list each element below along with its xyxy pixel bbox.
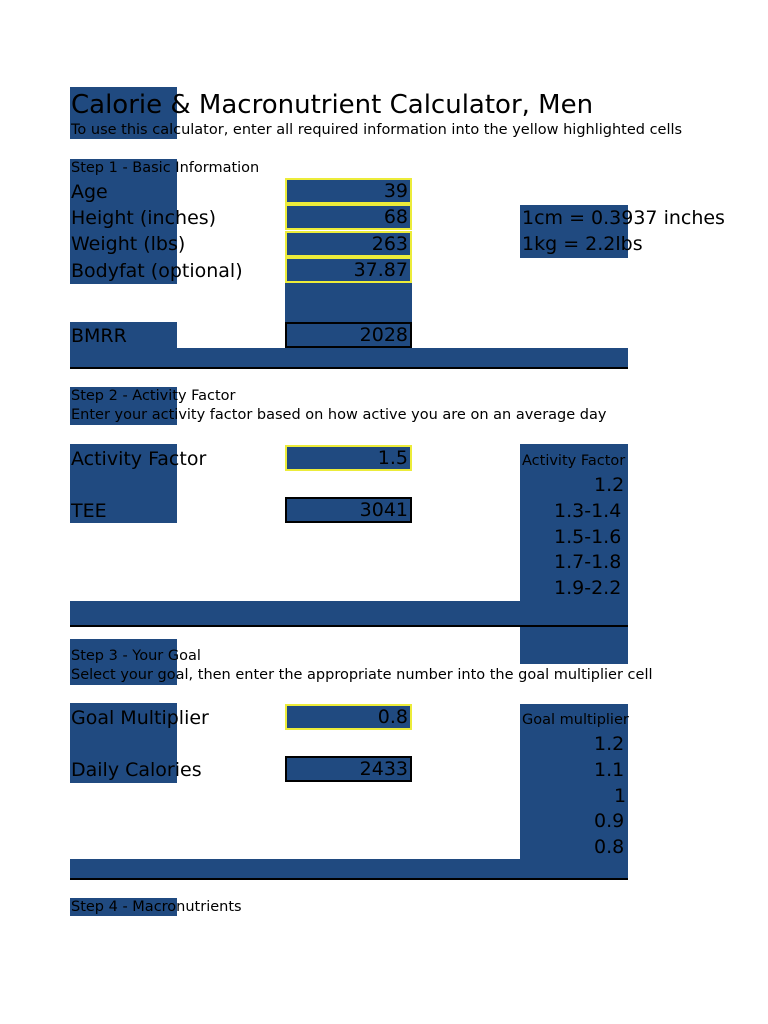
goal-table-value: 1.2 bbox=[594, 733, 625, 755]
instructions-text: To use this calculator, enter all required information into the yellow highlighted cells bbox=[71, 122, 683, 138]
activity-table-value: 1.3-1.4 bbox=[554, 500, 622, 522]
daily-calories-label: Daily Calories bbox=[71, 759, 202, 781]
activity-factor-label: Activity Factor bbox=[71, 448, 207, 470]
activity-table-value: 1.7-1.8 bbox=[554, 551, 622, 573]
page-title: Calorie & Macronutrient Calculator, Men bbox=[71, 90, 594, 120]
activity-table-header: Activity Factor bbox=[522, 453, 626, 469]
step3-instructions: Select your goal, then enter the appropriate number into the goal multiplier cell bbox=[71, 667, 653, 683]
goal-multiplier-label: Goal Multiplier bbox=[71, 707, 209, 729]
activity-table-value: 1.9-2.2 bbox=[554, 577, 622, 599]
height-input[interactable]: 68 bbox=[285, 204, 412, 230]
weight-label: Weight (lbs) bbox=[71, 233, 186, 255]
bodyfat-label: Bodyfat (optional) bbox=[71, 260, 243, 282]
step3-heading: Step 3 - Your Goal bbox=[71, 648, 201, 664]
step3-band bbox=[70, 859, 628, 879]
goal-table-value: 1 bbox=[614, 785, 627, 807]
goal-multiplier-input[interactable]: 0.8 bbox=[285, 704, 412, 730]
goal-table-header: Goal multiplier bbox=[522, 712, 629, 728]
value-column-fill bbox=[285, 283, 412, 323]
step2-divider bbox=[70, 625, 628, 627]
tee-label: TEE bbox=[71, 500, 107, 522]
daily-calories-output: 2433 bbox=[285, 756, 412, 782]
step3-divider bbox=[70, 878, 628, 880]
step2-instructions: Enter your activity factor based on how active you are on an average day bbox=[71, 407, 607, 423]
conversion-cm: 1cm = 0.3937 inches bbox=[522, 207, 725, 229]
goal-table-value: 0.9 bbox=[594, 810, 625, 832]
activity-factor-input[interactable]: 1.5 bbox=[285, 445, 412, 471]
goal-table-value: 1.1 bbox=[594, 759, 625, 781]
age-label: Age bbox=[71, 181, 108, 203]
step1-divider bbox=[70, 367, 628, 369]
weight-input[interactable]: 263 bbox=[285, 231, 412, 257]
goal-table-value: 0.8 bbox=[594, 836, 625, 858]
bmrr-label: BMRR bbox=[71, 325, 127, 347]
activity-table-value: 1.5-1.6 bbox=[554, 526, 622, 548]
step2-band bbox=[70, 601, 628, 625]
conversion-kg: 1kg = 2.2lbs bbox=[522, 233, 643, 255]
bmrr-output: 2028 bbox=[285, 322, 412, 348]
activity-table-value: 1.2 bbox=[594, 474, 625, 496]
step1-band bbox=[70, 348, 628, 368]
tee-output: 3041 bbox=[285, 497, 412, 523]
bodyfat-input[interactable]: 37.87 bbox=[285, 257, 412, 283]
height-label: Height (inches) bbox=[71, 207, 217, 229]
step4-heading: Step 4 - Macronutrients bbox=[71, 899, 242, 915]
age-input[interactable]: 39 bbox=[285, 178, 412, 204]
step2-heading: Step 2 - Activity Factor bbox=[71, 388, 236, 404]
step1-heading: Step 1 - Basic Information bbox=[71, 160, 260, 176]
